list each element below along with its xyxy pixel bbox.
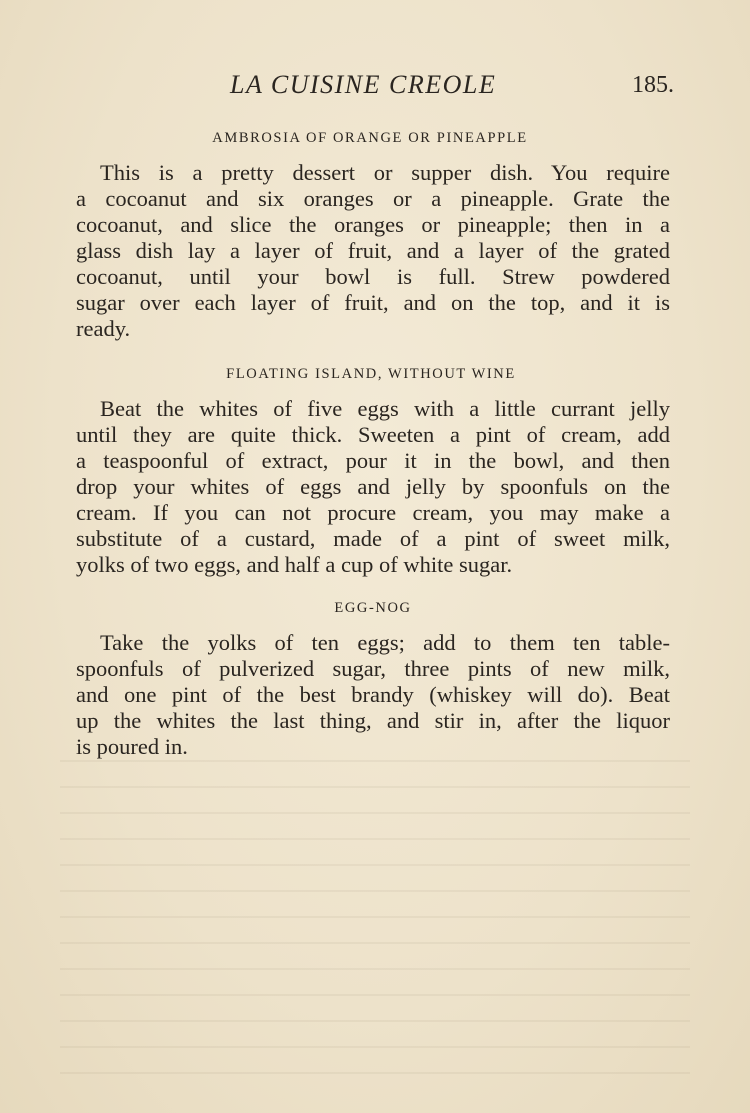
text-line: yolks of two eggs, and half a cup of white sugar. [76,552,513,577]
text-line: up the whites the last thing, and stir in, after the liquor [76,708,670,733]
paragraph-floating-island [76,396,670,578]
text-line: Beat the whites of five eggs with a little currant jelly [100,396,670,421]
paragraph-ambrosia [76,160,670,342]
text-line: spoonfuls of pulverized sugar, three pints of new milk, [76,656,670,681]
text-line: is poured in. [76,734,188,759]
text-line: cream. If you can not procure cream, you may make a [76,500,670,525]
show-through-texture [60,760,690,1080]
text-line: until they are quite thick. Sweeten a pint of cream, add [76,422,670,447]
text-line: and one pint of the best brandy (whiskey will do). Beat [76,682,670,707]
section-heading-floating-island: FLOATING ISLAND, WITHOUT WINE [226,366,516,382]
running-title: LA CUISINE CREOLE [230,70,497,99]
text-line: cocoanut, until your bowl is full. Strew powdered [76,264,670,289]
text-line: Take the yolks of ten eggs; add to them ten table- [100,630,670,655]
paragraph-egg-nog [76,630,670,760]
section-heading-ambrosia: AMBROSIA OF ORANGE OR PINEAPPLE [212,130,528,146]
text-line: drop your whites of eggs and jelly by spoonfuls on the [76,474,670,499]
page-number: 185. [632,72,674,98]
text-line: a teaspoonful of extract, pour it in the bowl, and then [76,448,670,473]
text-line: substitute of a custard, made of a pint of sweet milk, [76,526,670,551]
text-line: cocoanut, and slice the oranges or pineapple; then in a [76,212,670,237]
text-line: a cocoanut and six oranges or a pineapple. Grate the [76,186,670,211]
text-line: ready. [76,316,131,341]
text-line: This is a pretty dessert or supper dish. You require [100,160,670,185]
text-line: sugar over each layer of fruit, and on the top, and it is [76,290,670,315]
text-line: glass dish lay a layer of fruit, and a layer of the grated [76,238,670,263]
running-head [0,70,750,100]
section-heading-egg-nog: EGG-NOG [334,600,412,616]
